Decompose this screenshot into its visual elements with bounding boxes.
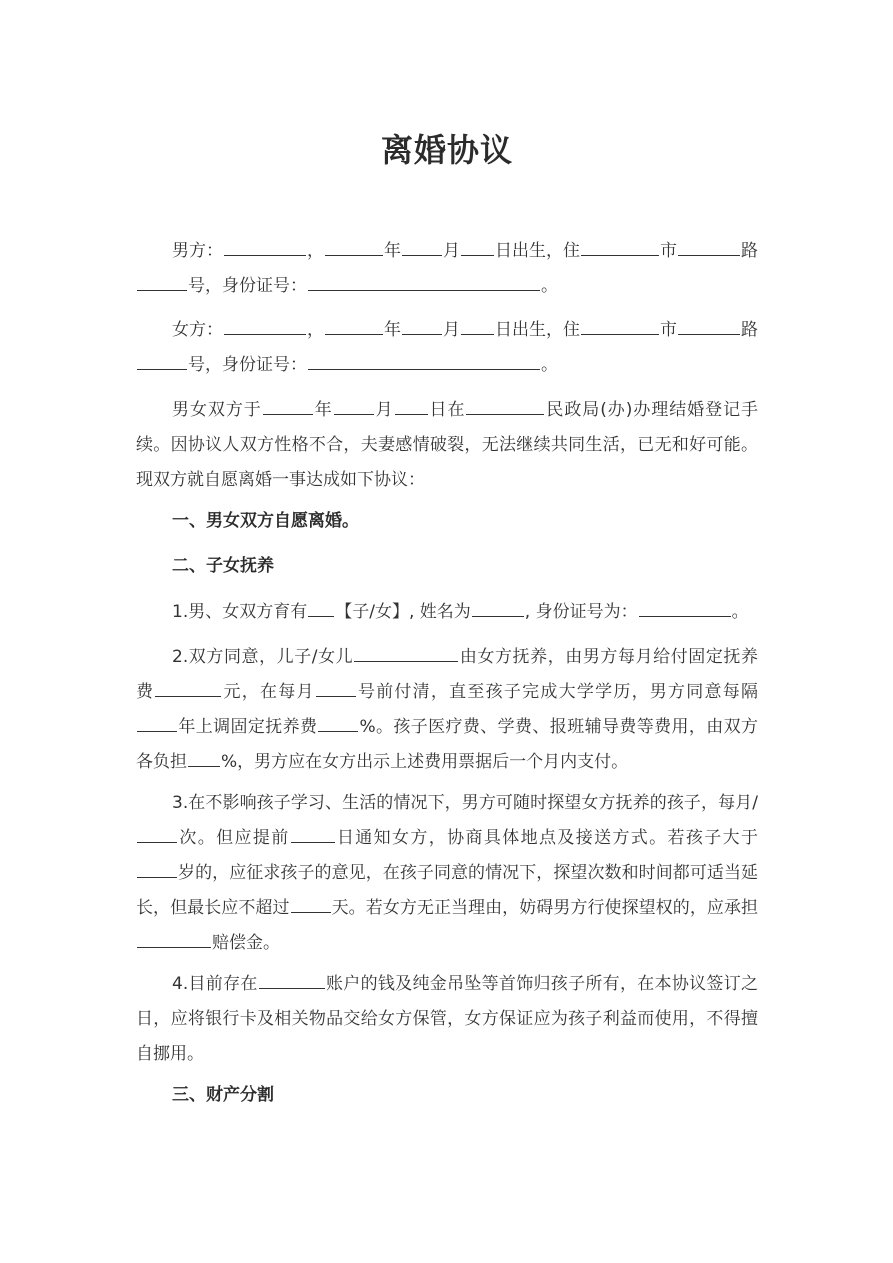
adjust-percent-blank[interactable] bbox=[318, 712, 358, 732]
female-party-paragraph: 女方： ， 年 月 日出生，住 市 路号，身份证号： 。 bbox=[136, 313, 758, 383]
support-amount-blank[interactable] bbox=[155, 677, 221, 697]
male-month-blank[interactable] bbox=[402, 236, 442, 256]
female-house-number-blank[interactable] bbox=[137, 350, 187, 370]
male-label: 男方： bbox=[172, 241, 223, 261]
custody-item-4: 4.目前存在 账户的钱及纯金吊坠等首饰归孩子所有，在本协议签订之日，应将银行卡及相关物品交给女方保管，女方保证应为孩子利益而使用，不得擅自挪用。 bbox=[136, 967, 758, 1072]
female-name-blank[interactable] bbox=[224, 315, 306, 335]
male-city-blank[interactable] bbox=[581, 236, 659, 256]
child-id-number-blank[interactable] bbox=[639, 597, 731, 617]
section-heading-child-custody: 二、子女抚养 bbox=[172, 556, 274, 576]
section-heading-property-division: 三、财产分割 bbox=[172, 1085, 274, 1105]
child-name-blank-2[interactable] bbox=[354, 642, 458, 662]
male-name-blank[interactable] bbox=[224, 236, 306, 256]
male-day-blank[interactable] bbox=[461, 236, 494, 256]
male-house-number-blank[interactable] bbox=[137, 271, 187, 291]
female-road-name-blank[interactable] bbox=[678, 315, 740, 335]
compensation-blank[interactable] bbox=[137, 928, 211, 948]
male-road-name-blank[interactable] bbox=[678, 236, 740, 256]
payment-day-blank[interactable] bbox=[316, 677, 356, 697]
male-party-paragraph: 男方： ， 年 月 日出生，住 市 路号，身份证号： 。 bbox=[136, 234, 758, 304]
document-title: 离婚协议 bbox=[380, 131, 513, 169]
marriage-month-blank[interactable] bbox=[334, 395, 374, 415]
female-day-blank[interactable] bbox=[461, 315, 494, 335]
visit-times-blank[interactable] bbox=[137, 823, 177, 843]
custody-item-2: 2.双方同意，儿子/女儿 由女方抚养，由男方每月给付固定抚养费 元，在每月 号前付清，直至孩子完成大学学历，男方同意每隔年上调固定抚养费 %。孩子医疗费、学费、报班辅导费等费用，由双方各负担 %，男方应在女方出示上述费用票据后一个月内支付。 bbox=[136, 640, 758, 780]
marriage-day-blank[interactable] bbox=[395, 395, 428, 415]
male-id-number-blank[interactable] bbox=[308, 271, 540, 291]
custody-item-1: 1.男、女双方育有 【子/女】, 姓名为 , 身份证号为： 。 bbox=[136, 595, 758, 630]
male-year-blank[interactable] bbox=[325, 236, 383, 256]
female-city-blank[interactable] bbox=[581, 315, 659, 335]
section-heading-voluntary-divorce: 一、男女双方自愿离婚。 bbox=[172, 511, 359, 531]
female-year-blank[interactable] bbox=[325, 315, 383, 335]
max-days-blank[interactable] bbox=[291, 893, 331, 913]
notice-days-blank[interactable] bbox=[291, 823, 335, 843]
child-age-blank[interactable] bbox=[137, 858, 177, 878]
child-name-blank[interactable] bbox=[472, 597, 524, 617]
female-id-number-blank[interactable] bbox=[308, 350, 540, 370]
female-label: 女方： bbox=[172, 320, 223, 340]
marriage-year-blank[interactable] bbox=[263, 395, 313, 415]
adjust-interval-blank[interactable] bbox=[137, 712, 177, 732]
civil-affairs-bureau-blank[interactable] bbox=[466, 395, 544, 415]
share-percent-blank[interactable] bbox=[188, 747, 220, 767]
bank-account-blank[interactable] bbox=[259, 969, 325, 989]
custody-item-3: 3.在不影响孩子学习、生活的情况下，男方可随时探望女方抚养的孩子，每月/次。但应提前 日通知女方，协商具体地点及接送方式。若孩子大于岁的，应征求孩子的意见，在孩子同意的情况下，探望次数和时间都可适当延长，但最长应不超过 天。若女方无正当理由，妨碍男方行使探望权的，应承担赔偿金。 bbox=[136, 793, 759, 953]
children-count-blank[interactable] bbox=[308, 597, 334, 617]
intro-paragraph: 男女双方于 年 月 日在 民政局(办)办理结婚登记手续。因协议人双方性格不合，夫妻感情破裂，无法继续共同生活，已无和好可能。现双方就自愿离婚一事达成如下协议： bbox=[136, 393, 758, 498]
female-month-blank[interactable] bbox=[402, 315, 442, 335]
